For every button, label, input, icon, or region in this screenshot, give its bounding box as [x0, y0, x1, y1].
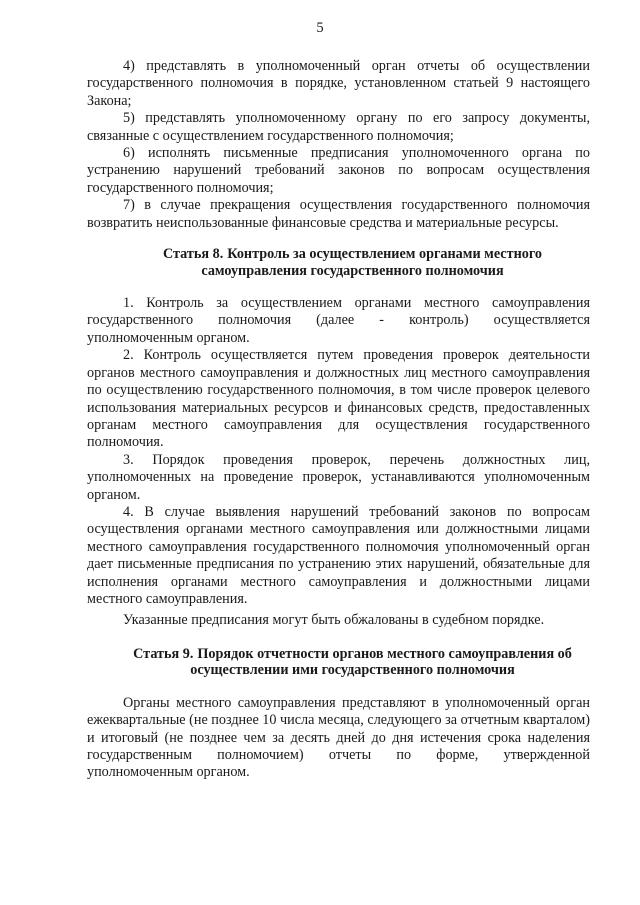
- document-body: [87, 58, 590, 782]
- article-8-paragraph-1: 1. Контроль за осуществлением органами местного самоуправления государственного полномочия (далее - контроль) осуществляется уполномоченным органом.: [87, 295, 590, 346]
- article-9-heading: [87, 646, 590, 679]
- article-8-paragraph-4: 4. В случае выявления нарушений требований законов по вопросам осуществления органами местного самоуправления или должностными лицами местного самоуправления государственного полномочия уполномоченный орган дает письменные предписания по устранению этих нарушений, обязательные для исполнения органами местного самоуправления и должностными лицами местного самоуправления.: [87, 503, 590, 607]
- article-9-label: Статья 9.: [133, 645, 194, 662]
- article-9-title: Порядок отчетности органов местного самоуправления об осуществлении ими государственного полномочия: [190, 645, 572, 679]
- list-item-6: 6) исполнять письменные предписания уполномоченного органа по устранению нарушений требований законов по вопросам осуществления государственного полномочия;: [87, 145, 590, 196]
- article-9-paragraph-1: Органы местного самоуправления представляют в уполномоченный орган ежеквартальные (не позднее 10 числа месяца, следующего за отчетным кварталом) и итоговый (не позднее чем за десять дней до дня истечения срока наделения государственным полномочием) отчеты по форме, утвержденной уполномоченным органом.: [87, 694, 590, 781]
- list-item-5: 5) представлять уполномоченному органу по его запросу документы, связанные с осуществлением государственного полномочия;: [87, 110, 590, 144]
- article-8-title: Контроль за осуществлением органами местного самоуправления государственного полномочия: [201, 246, 543, 279]
- article-8-paragraph-2: 2. Контроль осуществляется путем проведения проверок деятельности органов местного самоуправления и должностных лиц местного самоуправления по осуществлению государственного полномочия, в том числе проверок целевого использования материальных ресурсов и финансовых средств, предоставленных органам местного самоуправления для осуществления государственного полномочия.: [87, 347, 590, 451]
- article-8-heading: [87, 246, 590, 279]
- list-item-4: 4) представлять в уполномоченный орган отчеты об осуществлении государственного полномочия в порядке, установленном статьей 9 настоящего Закона;: [87, 58, 590, 109]
- page-number: 5: [316, 20, 324, 36]
- article-8-paragraph-5: Указанные предписания могут быть обжалованы в судебном порядке.: [123, 612, 545, 629]
- list-item-7: 7) в случае прекращения осуществления государственного полномочия возвратить неиспользованные финансовые средства и материальные ресурсы.: [87, 197, 590, 231]
- article-8-paragraph-3: 3. Порядок проведения проверок, перечень должностных лиц, уполномоченных на проведение проверок, устанавливаются уполномоченным органом.: [87, 451, 590, 503]
- article-8-label: Статья 8.: [162, 246, 224, 263]
